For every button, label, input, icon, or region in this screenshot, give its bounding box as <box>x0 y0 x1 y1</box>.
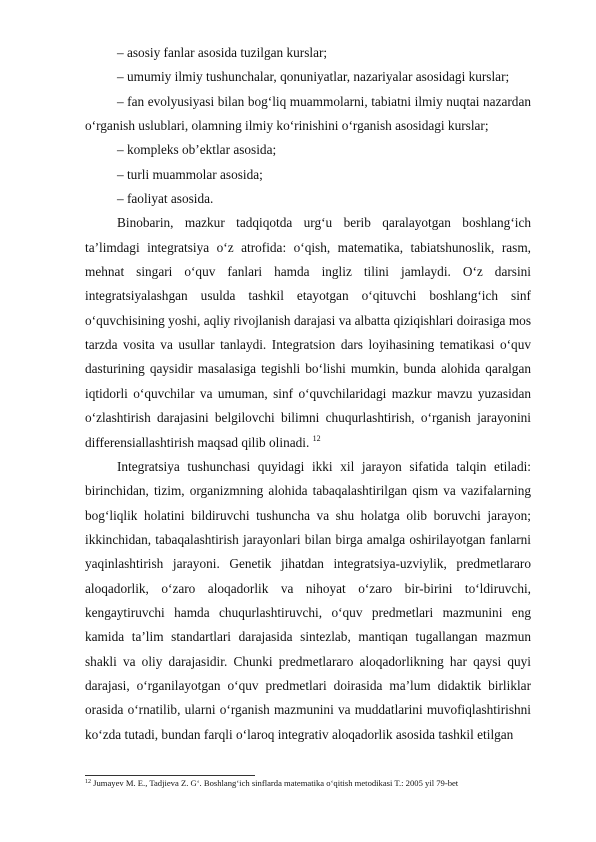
list-item: – faoliyat asosida. <box>117 191 214 207</box>
footnote-number: 12 <box>85 779 91 785</box>
footnote-divider <box>85 775 255 776</box>
list-item: – asosiy fanlar asosida tuzilgan kurslar; <box>117 45 328 60</box>
list-item: – turli muammolar asosida; <box>117 166 263 182</box>
footnote-reference: 12 <box>312 433 321 443</box>
footnote-text: Jumayev M. E., Tadjieva Z. G‘. Boshlang‘ich sinflarda matematika o‘qitish metodikasi T.: 2005 yil 79-bet <box>93 778 459 788</box>
list-item: – fan evolyusiyasi bilan bog‘liq muammolarni, tabiatni ilmiy nuqtai nazardan o‘rganish uslublari, olamning ilmiy ko‘rinishini o‘rganish asosidagi kurslar; <box>85 93 531 134</box>
main-text <box>85 41 531 747</box>
paragraph-text: Binobarin, mazkur tadqiqotda urg‘u berib qaralayotgan boshlang‘ich ta’limdagi integratsiya o‘z atrofida: o‘qish, matematika, tabiatshunoslik, rasm, mehnat singari o‘quv fanlari hamda ingliz tilini jamlaydi. O‘z darsini integratsiyalashgan usulda tashkil etayotgan o‘qituvchi boshlang‘ich sinf o‘quvchisining yoshi, aqliy rivojlanish darajasi va albatta qiziqishlari doirasiga mos tarzda vosita va usullar tanlaydi. Integratsion dars loyihasining tematikasi o‘quv dasturining qaysidir masalasiga tegishli bo‘lishi mumkin, bunda alohida qaralgan iqtidorli o‘quvchilar va umuman, sinf o‘quvchilaridagi mazkur mavzu yuzasidan o‘zlashtirish darajasini belgilovchi bilimni chuqurlashtirish, o‘rganish jarayonini differensiallashtirish maqsad qilib olinadi. <box>85 215 531 450</box>
list-item: – umumiy ilmiy tushunchalar, qonuniyatlar, nazariyalar asosidagi kurslar; <box>117 69 510 85</box>
footnote <box>85 777 531 789</box>
paragraph: Integratsiya tushunchasi quyidagi ikki xil jarayon sifatida talqin etiladi: birinchidan, tizim, organizmning alohida tabaqalashtirilgan qism va vazifalarning bog‘liqlik holatini bildiruvchi tushuncha va shu holatga olib boruvchi jarayon; ikkinchidan, tabaqalashtirish jarayonlari bilan birga amalga oshirilayotgan fanlarni yaqinlashtirish jarayoni. Genetik jihatdan integratsiya-uzviylik, predmetlararo aloqadorlik, o‘zaro aloqadorlik va nihoyat o‘zaro bir-birini to‘ldiruvchi, kengaytiruvchi hamda chuqurlashtiruvchi, o‘quv predmetlari mazmunini eng kamida ta’lim standartlari darajasida sintezlab, mantiqan tugallangan mazmun shakli va oliy darajasidir. Chunki predmetlararo aloqadorlikning har qaysi quyi darajasi, o‘rganilayotgan o‘quv predmetlari doirasida ma’lum didaktik birliklar orasida o‘rnatilib, ularni o‘rganish mazmunini va muddatlarini muvofiqlashtirishni ko‘zda tutadi, bundan farqli o‘laroq integrativ aloqadorlik asosida tashkil etilgan <box>85 458 531 742</box>
list-item: – kompleks ob’ektlar asosida; <box>117 142 277 158</box>
paragraph <box>85 211 531 454</box>
